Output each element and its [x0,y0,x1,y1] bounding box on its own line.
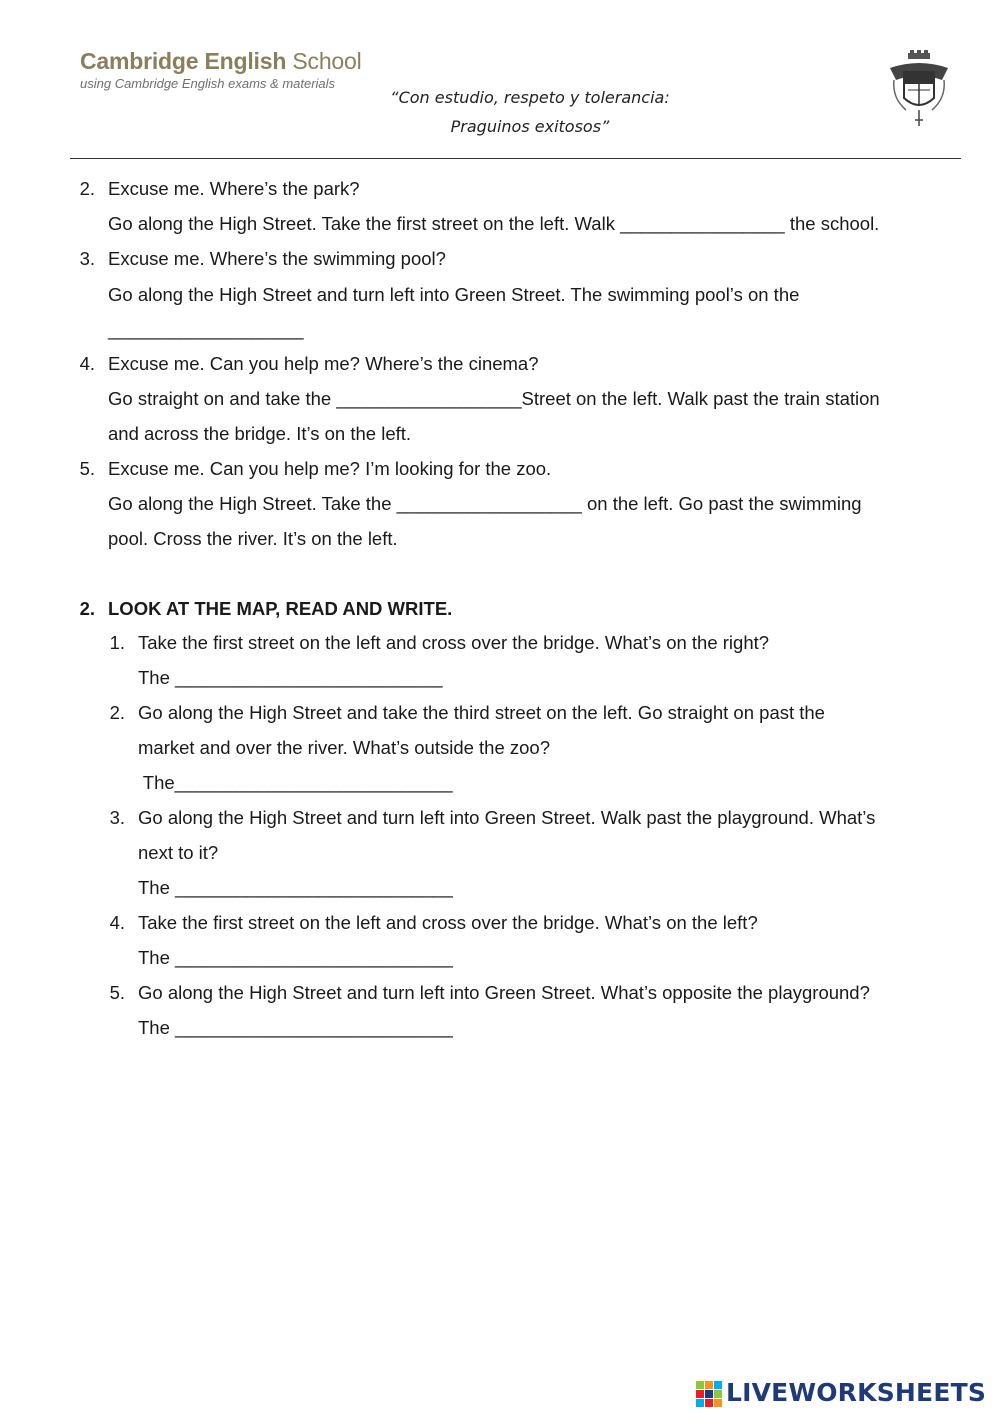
cambridge-logo [80,48,362,91]
s2-item-5-question: Go along the High Street and turn left into Green Street. What’s opposite the playground? [138,982,870,1003]
brand-title [80,48,362,75]
liveworksheets-logo [696,1378,996,1410]
s2-item-3-answer: The ___________________________ [138,877,453,898]
s1-item-2-number: 2. [79,178,95,199]
s2-item-5-answer: The ___________________________ [138,1017,453,1038]
s1-item-5-question: Excuse me. Can you help me? I’m looking for the zoo. [108,458,552,479]
s2-item-4-question: Take the first street on the left and cross over the bridge. What’s on the left? [138,912,758,933]
s2-item-3-number: 3. [109,807,125,828]
s1-item-2-question: Excuse me. Where’s the park? [108,178,360,199]
s1-item-3-answer-line-1: Go along the High Street and turn left into Green Street. The swimming pool’s on the [108,284,800,305]
s2-item-2-number: 2. [109,702,125,723]
s1-item-3-number: 3. [79,248,95,269]
s2-item-2-question-line-1: Go along the High Street and take the third street on the left. Go straight on past the [138,702,825,723]
s1-item-4-number: 4. [79,353,95,374]
liveworksheets-logo-text: LIVEWORKSHEETS [726,1378,987,1407]
s2-item-2-answer: The___________________________ [138,772,453,793]
brand-title-main: Cambridge English [80,48,287,74]
s1-item-5-number: 5. [79,458,95,479]
s1-item-4-question: Excuse me. Can you help me? Where’s the cinema? [108,353,539,374]
motto-line-1: “Con estudio, respeto y tolerancia: [390,88,670,107]
brand-subtitle: using Cambridge English exams & materials [80,76,336,91]
s1-item-3-question: Excuse me. Where’s the swimming pool? [108,248,446,269]
motto-line-2: Praguinos exitosos” [450,117,610,136]
liveworksheets-logo-icon [696,1381,722,1407]
header-divider [70,158,961,159]
s1-item-5-answer-line-2: pool. Cross the river. It’s on the left. [108,528,398,549]
s2-item-4-number: 4. [109,912,125,933]
s2-item-2-question-line-2: market and over the river. What’s outside the zoo? [138,737,551,758]
s1-item-5-answer-line-1: Go along the High Street. Take the __________________ on the left. Go past the swimming [108,493,862,514]
s1-item-4-answer-line-1: Go straight on and take the __________________Street on the left. Walk past the train station [108,388,880,409]
school-crest-icon [886,50,952,128]
s1-item-4-answer-line-2: and across the bridge. It’s on the left. [108,423,412,444]
s2-item-5-number: 5. [109,982,125,1003]
s2-item-1-number: 1. [109,632,125,653]
s2-item-3-question-line-2: next to it? [138,842,219,863]
brand-title-light: School [286,48,362,74]
s2-number: 2. [79,598,95,619]
s2-item-3-question-line-1: Go along the High Street and turn left into Green Street. Walk past the playground. What’s [138,807,876,828]
s2-item-1-question: Take the first street on the left and cross over the bridge. What’s on the right? [138,632,770,653]
s1-item-2-answer-line-1: Go along the High Street. Take the first street on the left. Walk ________________ the school. [108,213,880,234]
s2-item-1-answer: The __________________________ [138,667,443,688]
s2-item-4-answer: The ___________________________ [138,947,453,968]
s2-title: LOOK AT THE MAP, READ AND WRITE. [108,598,453,619]
s1-item-3-answer-blank: ___________________ [108,319,304,340]
